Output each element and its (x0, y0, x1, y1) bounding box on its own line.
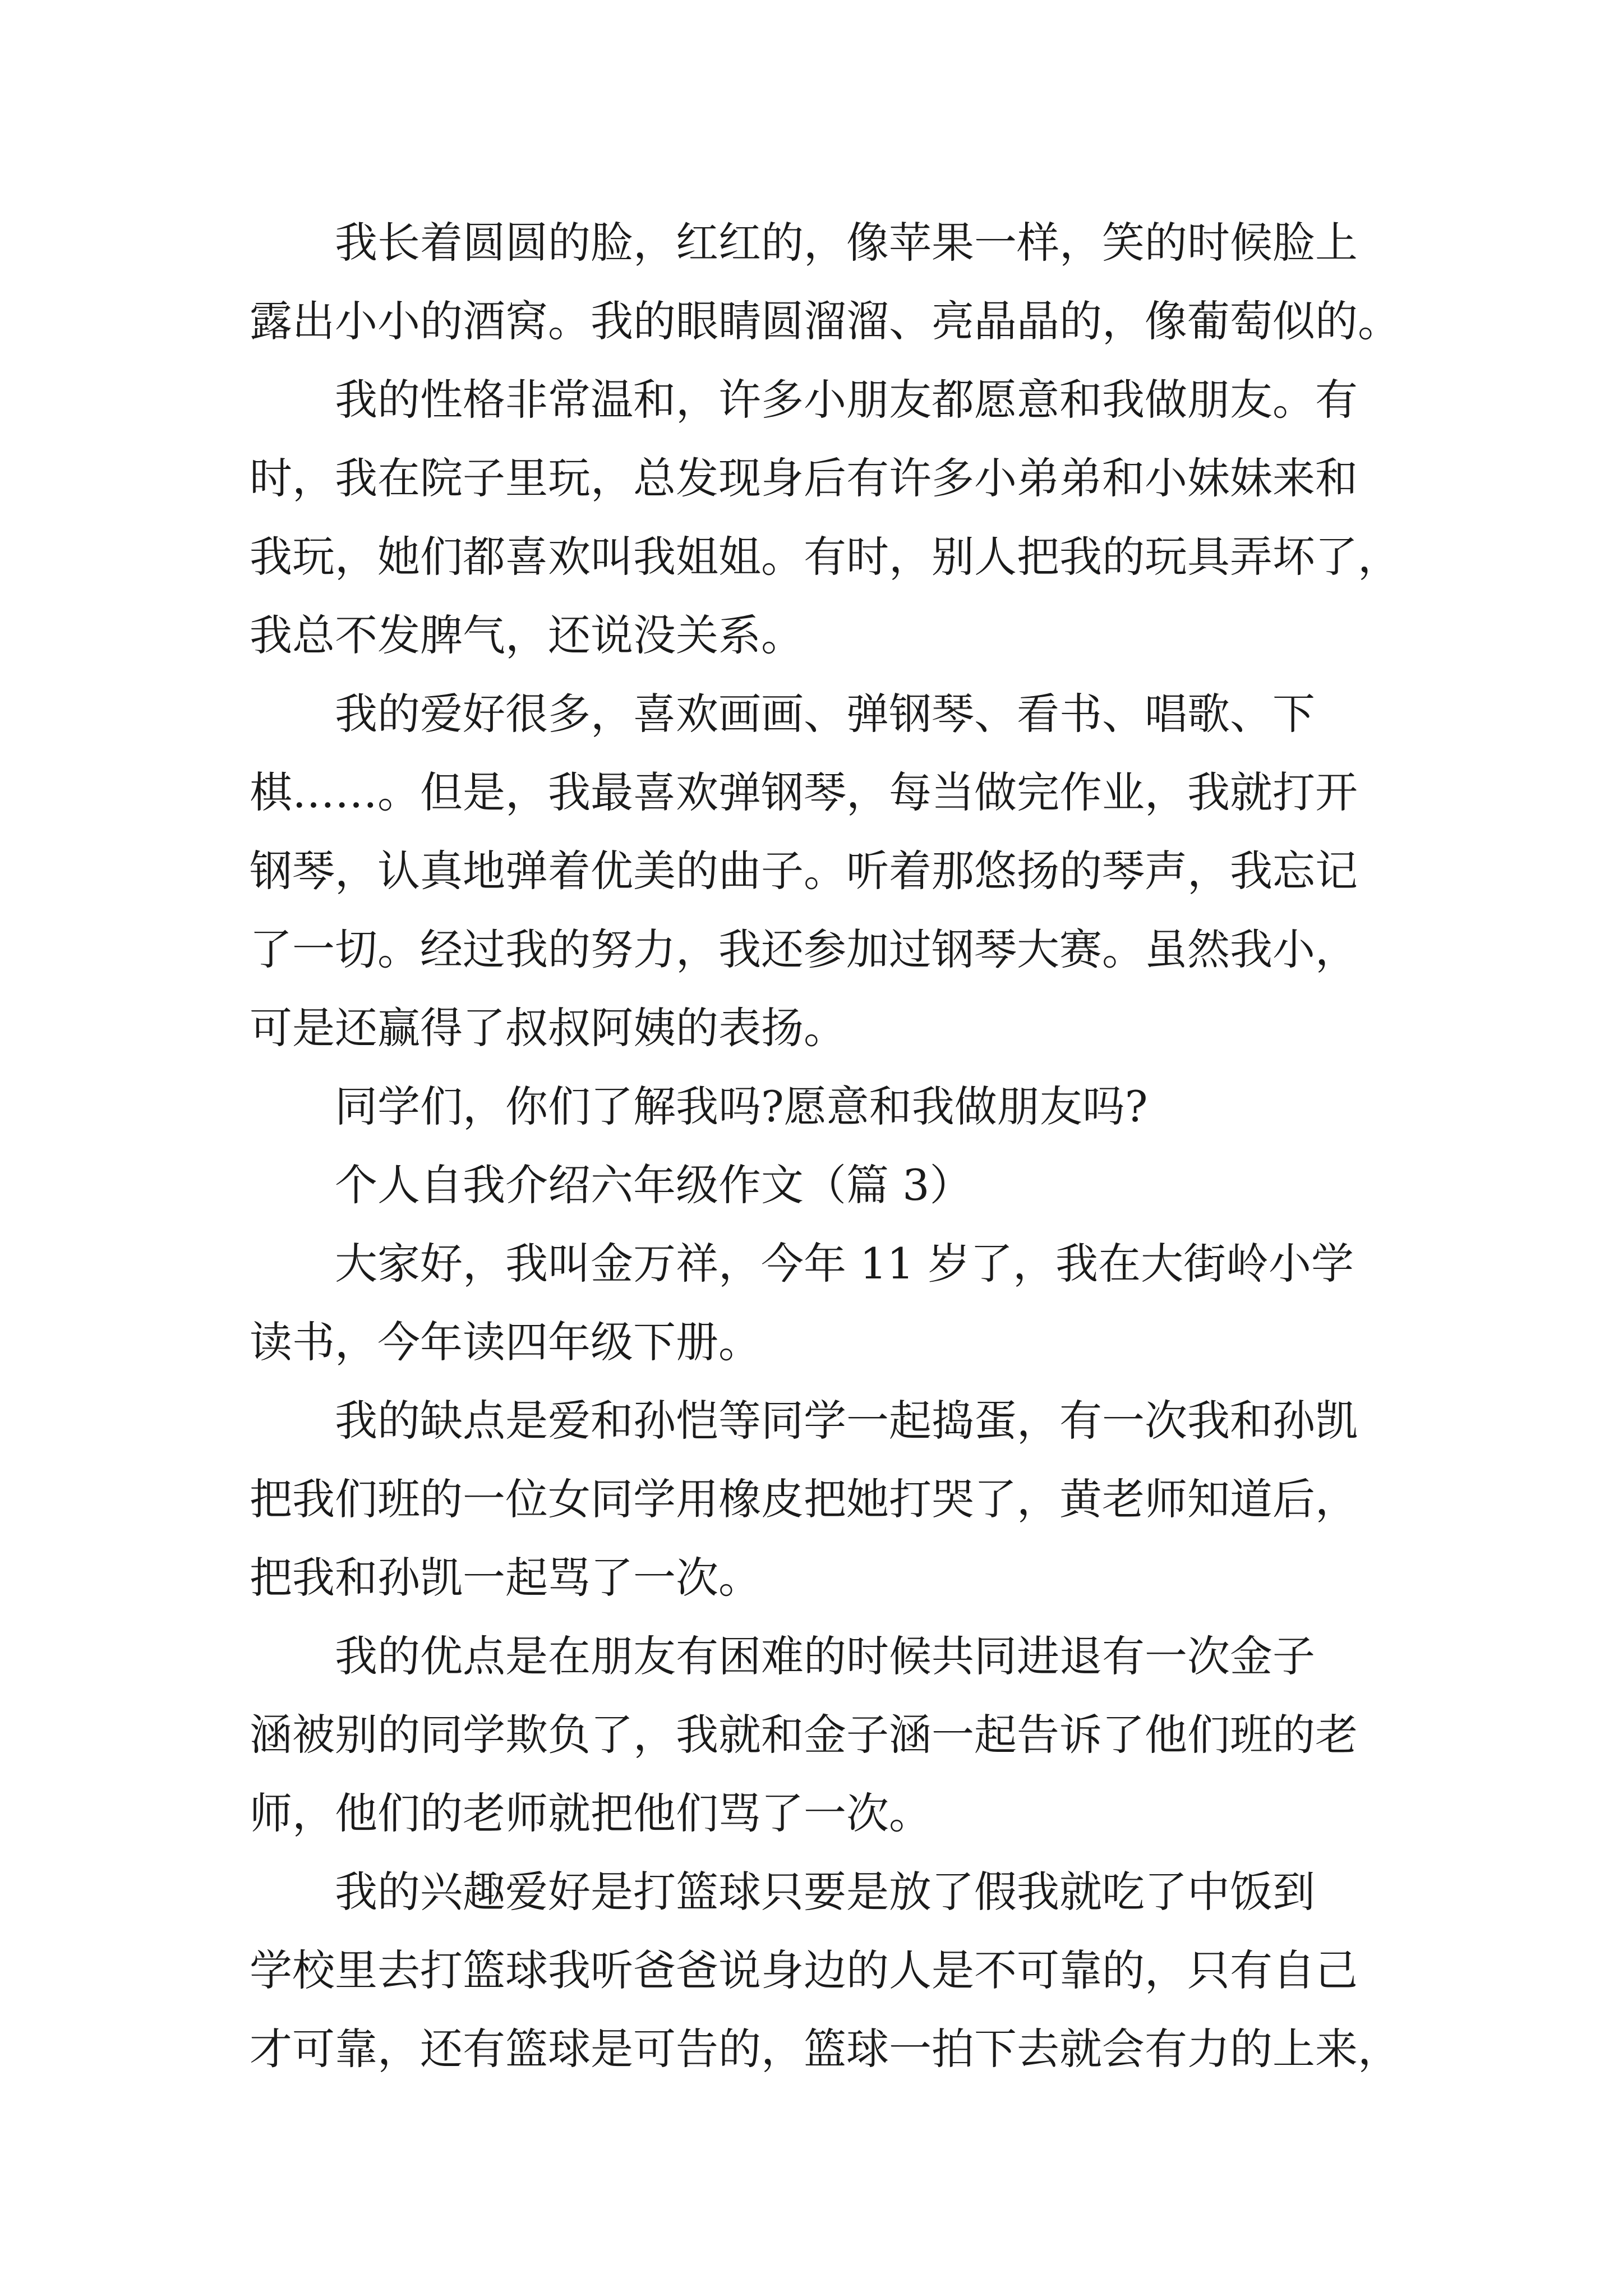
text-line: 棋……。但是，我最喜欢弹钢琴，每当做完作业，我就打开 (250, 767, 1358, 817)
text-line: 我的爱好很多，喜欢画画、弹钢琴、看书、唱歌、下 (335, 689, 1315, 739)
text-line: 才可靠，还有篮球是可告的，篮球一拍下去就会有力的上来， (250, 2024, 1400, 2074)
text-line: 涵被别的同学欺负了，我就和金子涵一起告诉了他们班的老 (250, 1710, 1358, 1760)
text-line: 钢琴，认真地弹着优美的曲子。听着那悠扬的琴声，我忘记 (250, 846, 1358, 896)
text-line: 了一切。经过我的努力，我还参加过钢琴大赛。虽然我小， (250, 924, 1358, 974)
text-line: 我的缺点是爱和孙恺等同学一起捣蛋，有一次我和孙凯 (335, 1396, 1358, 1446)
text-line: 我玩，她们都喜欢叫我姐姐。有时，别人把我的玩具弄坏了， (250, 532, 1400, 582)
text-line: 学校里去打篮球我听爸爸说身边的人是不可靠的，只有自己 (250, 1945, 1358, 1995)
text-line: 我的性格非常温和，许多小朋友都愿意和我做朋友。有 (335, 375, 1358, 425)
text-line: 读书，今年读四年级下册。 (250, 1317, 761, 1367)
text-line: 师，他们的老师就把他们骂了一次。 (250, 1788, 932, 1838)
text-line: 我的兴趣爱好是打篮球只要是放了假我就吃了中饭到 (335, 1867, 1315, 1917)
text-line: 我长着圆圆的脸，红红的，像苹果一样，笑的时候脸上 (335, 218, 1358, 268)
text-line: 把我和孙凯一起骂了一次。 (250, 1553, 761, 1603)
text-line: 我的优点是在朋友有困难的时候共同进退有一次金子 (335, 1631, 1315, 1681)
text-line: 把我们班的一位女同学用橡皮把她打哭了，黄老师知道后， (250, 1474, 1358, 1524)
text-line: 我总不发脾气，还说没关系。 (250, 610, 804, 660)
section-heading: 个人自我介绍六年级作文（篇 3） (335, 1160, 972, 1210)
text-line: 可是还赢得了叔叔阿姨的表扬。 (250, 1003, 846, 1053)
text-line: 同学们，你们了解我吗?愿意和我做朋友吗? (335, 1082, 1148, 1131)
text-line: 时，我在院子里玩，总发现身后有许多小弟弟和小妹妹来和 (250, 453, 1358, 503)
text-line: 露出小小的酒窝。我的眼睛圆溜溜、亮晶晶的，像葡萄似的。 (250, 296, 1400, 346)
text-line: 大家好，我叫金万祥，今年 11 岁了，我在大街岭小学 (335, 1239, 1354, 1289)
